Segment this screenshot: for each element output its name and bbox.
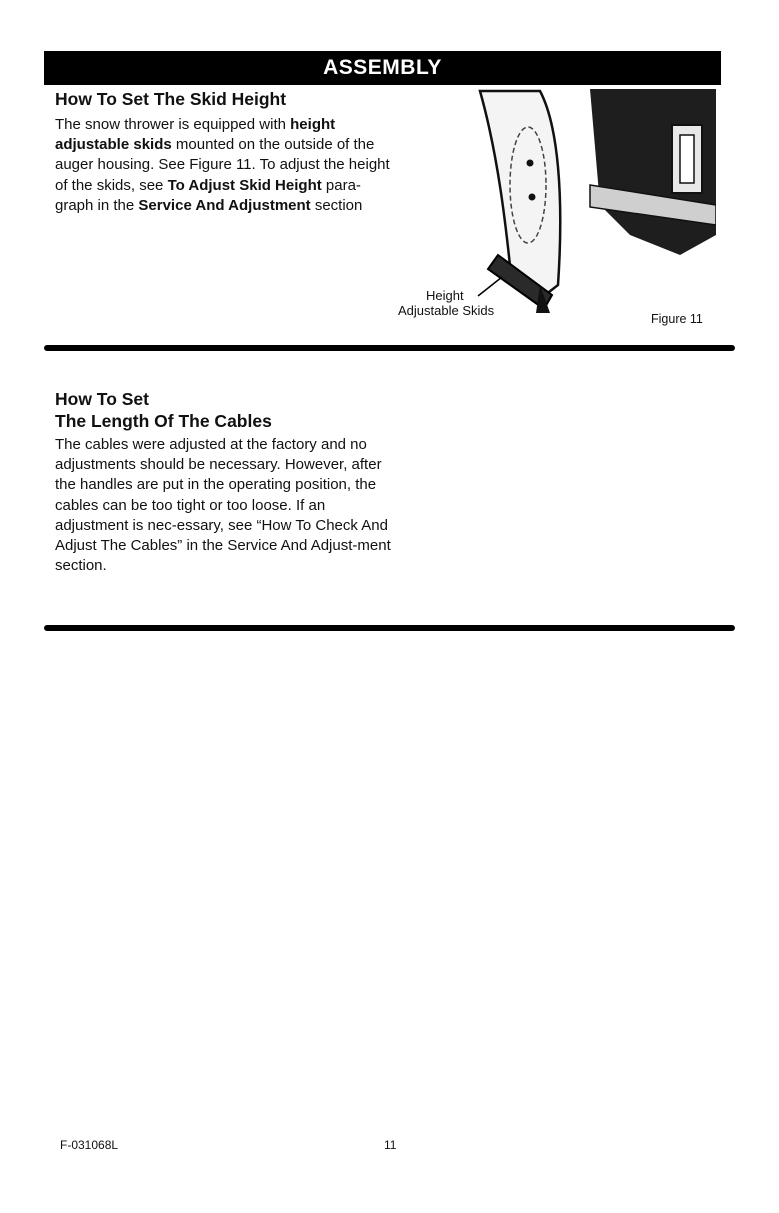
figure-caption: Figure 11: [651, 312, 703, 326]
cables-heading-line-1: How To Set: [55, 389, 149, 409]
cables-heading-line-2: The Length Of The Cables: [55, 411, 272, 431]
skid-bold-1: height adjustable skids: [55, 116, 336, 154]
section-divider-2: [44, 625, 735, 631]
skid-text-4: section: [310, 196, 363, 214]
document-code: F-031068L: [60, 1138, 119, 1152]
section-banner: ASSEMBLY: [44, 51, 721, 85]
skid-height-heading: How To Set The Skid Height: [55, 89, 287, 109]
section-divider-1: [44, 345, 735, 351]
skid-height-paragraph: [55, 115, 395, 216]
skid-bold-3: Service And Adjustment: [138, 196, 311, 214]
skid-illustration: [440, 85, 716, 317]
skid-bold-2: To Adjust Skid Height: [167, 176, 322, 194]
skid-text-3: para-graph in the: [55, 176, 361, 214]
cables-paragraph: The cables were adjusted at the factory and no adjustments should be necessary. However, after the handles are put in the operating position, the cables can be too tight or too loose. If an adjustment is nec-essary, see “How To Check And Adjust The Cables” in the Service And Adjust-ment section.: [55, 436, 391, 575]
skid-text-2: mounted on the outside of the auger housing. See Figure 11. To adjust the height of the skids, see: [55, 136, 390, 194]
callout-height: Height: [426, 288, 464, 303]
skid-text-1: The snow thrower is equipped with: [55, 116, 286, 133]
page-number: 11: [384, 1138, 397, 1152]
callout-adjustable-skids: Adjustable Skids: [398, 303, 495, 318]
